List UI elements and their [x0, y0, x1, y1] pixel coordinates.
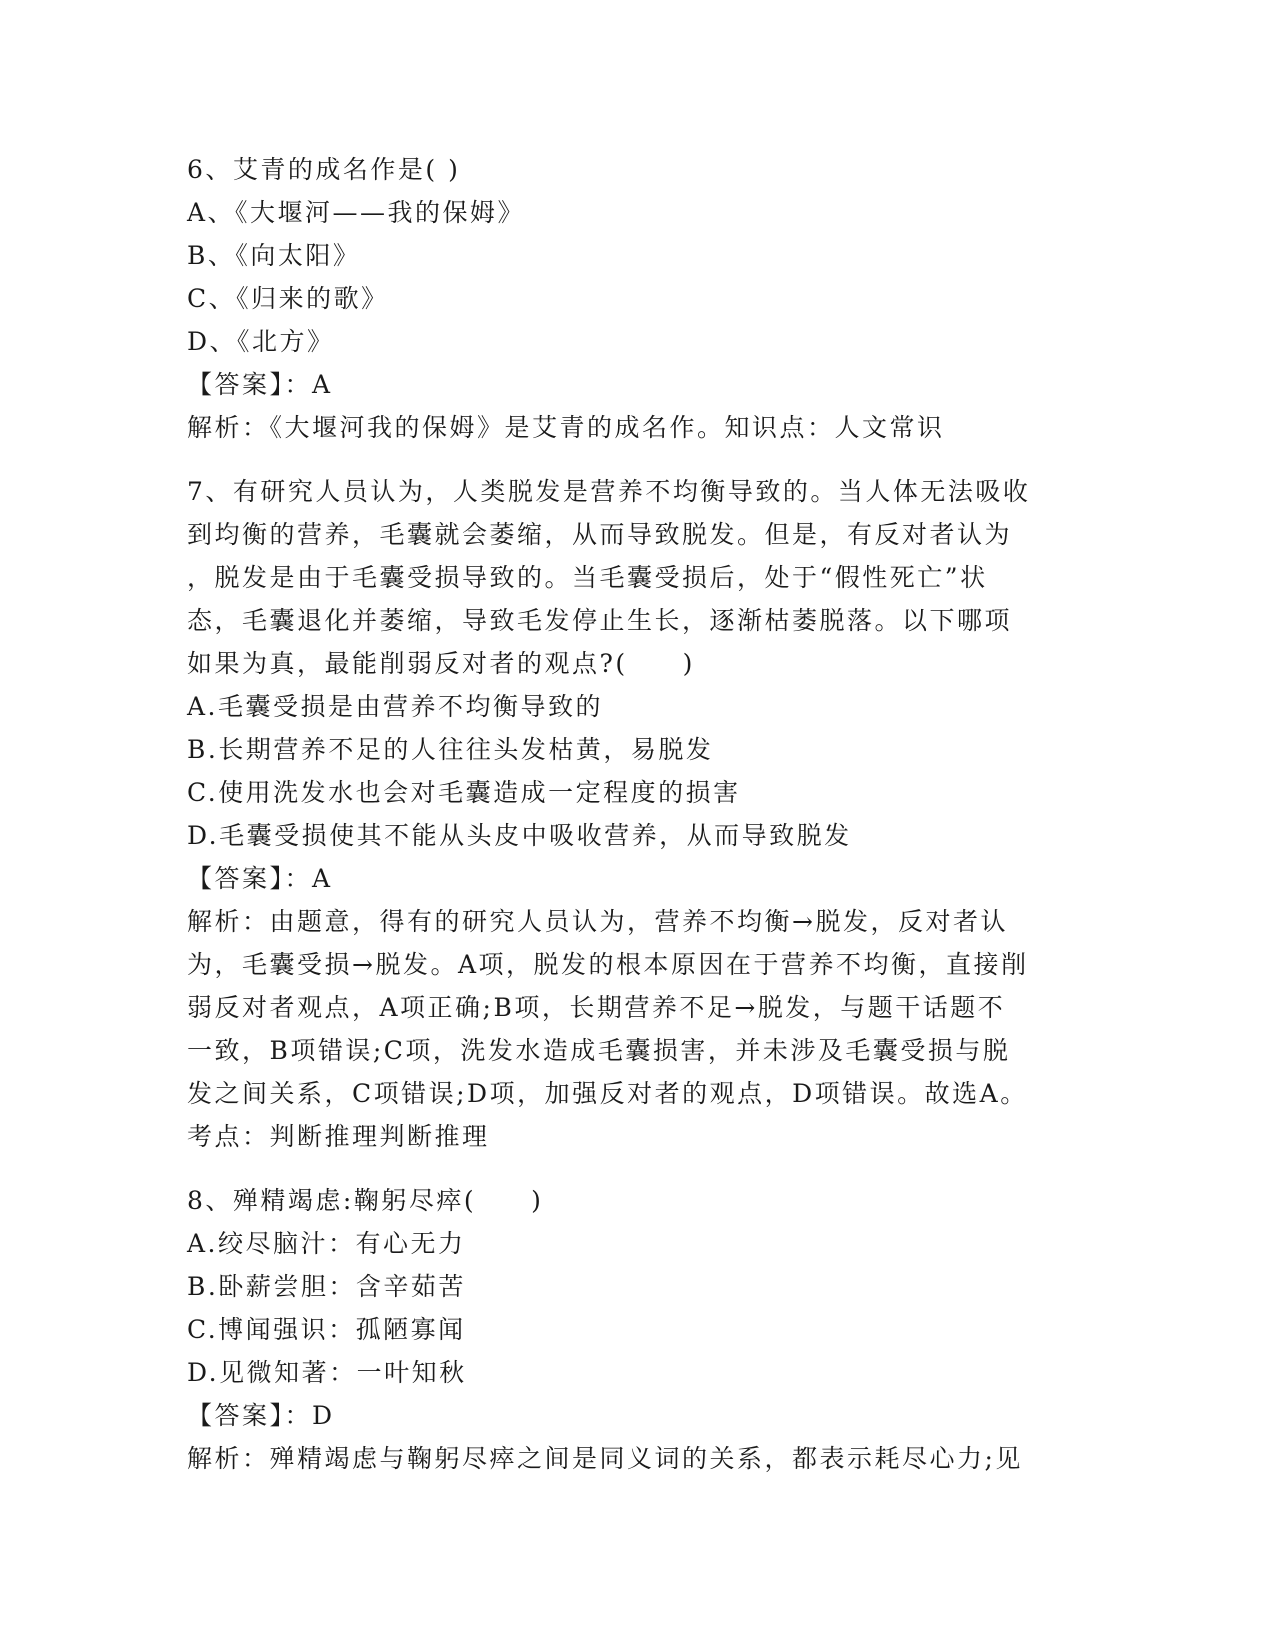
answer: 【答案】：A: [187, 370, 333, 399]
question-gap: [187, 1158, 1087, 1179]
option-d: D、《北方》: [187, 327, 335, 356]
analysis: 发之间关系，C项错误;D项，加强反对者的观点，D项错误。故选A。: [187, 1079, 1028, 1108]
question-stem: 到均衡的营养，毛囊就会萎缩，从而导致脱发。但是，有反对者认为: [187, 520, 1013, 549]
analysis: 解析：殚精竭虑与鞠躬尽瘁之间是同义词的关系，都表示耗尽心力;见: [187, 1444, 1023, 1473]
question-7: [187, 470, 1087, 1158]
question-stem: 如果为真，最能削弱反对者的观点?( ): [187, 649, 695, 678]
analysis: 弱反对者观点，A项正确;B项，长期营养不足→脱发，与题干话题不: [187, 993, 1006, 1022]
document-content: [187, 148, 1087, 1480]
question-stem: 态，毛囊退化并萎缩，导致毛发停止生长，逐渐枯萎脱落。以下哪项: [187, 606, 1013, 635]
question-stem: ，脱发是由于毛囊受损导致的。当毛囊受损后，处于“假性死亡”状: [187, 563, 988, 592]
question-stem: 6、艾青的成名作是( ): [187, 155, 461, 184]
option-c: C.博闻强识：孤陋寡闻: [187, 1315, 466, 1344]
answer: 【答案】：D: [187, 1401, 335, 1430]
question-6: [187, 148, 1087, 449]
option-a: A.毛囊受损是由营养不均衡导致的: [187, 692, 604, 721]
question-gap: [187, 449, 1087, 470]
analysis: 解析：由题意，得有的研究人员认为，营养不均衡→脱发，反对者认: [187, 907, 1008, 936]
option-a: A.绞尽脑汁：有心无力: [187, 1229, 466, 1258]
question-stem: 8、殚精竭虑:鞠躬尽瘁( ): [187, 1186, 544, 1215]
option-d: D.见微知著：一叶知秋: [187, 1358, 467, 1387]
analysis: 解析：《大堰河我的保姆》是艾青的成名作。知识点：人文常识: [187, 413, 945, 442]
option-b: B.长期营养不足的人往往头发枯黄，易脱发: [187, 735, 714, 764]
analysis: 一致，B项错误;C项，洗发水造成毛囊损害，并未涉及毛囊受损与脱: [187, 1036, 1011, 1065]
option-c: C.使用洗发水也会对毛囊造成一定程度的损害: [187, 778, 741, 807]
option-a: A、《大堰河——我的保姆》: [187, 198, 526, 227]
answer: 【答案】：A: [187, 864, 333, 893]
option-d: D.毛囊受损使其不能从头皮中吸收营养，从而导致脱发: [187, 821, 852, 850]
question-8: [187, 1179, 1087, 1480]
question-stem: 7、有研究人员认为，人类脱发是营养不均衡导致的。当人体无法吸收: [187, 477, 1031, 506]
option-b: B.卧薪尝胆：含辛茹苦: [187, 1272, 466, 1301]
option-c: C、《归来的歌》: [187, 284, 389, 313]
analysis: 为，毛囊受损→脱发。A项，脱发的根本原因在于营养不均衡，直接削: [187, 950, 1029, 979]
option-b: B、《向太阳》: [187, 241, 361, 270]
analysis: 考点：判断推理判断推理: [187, 1122, 490, 1151]
